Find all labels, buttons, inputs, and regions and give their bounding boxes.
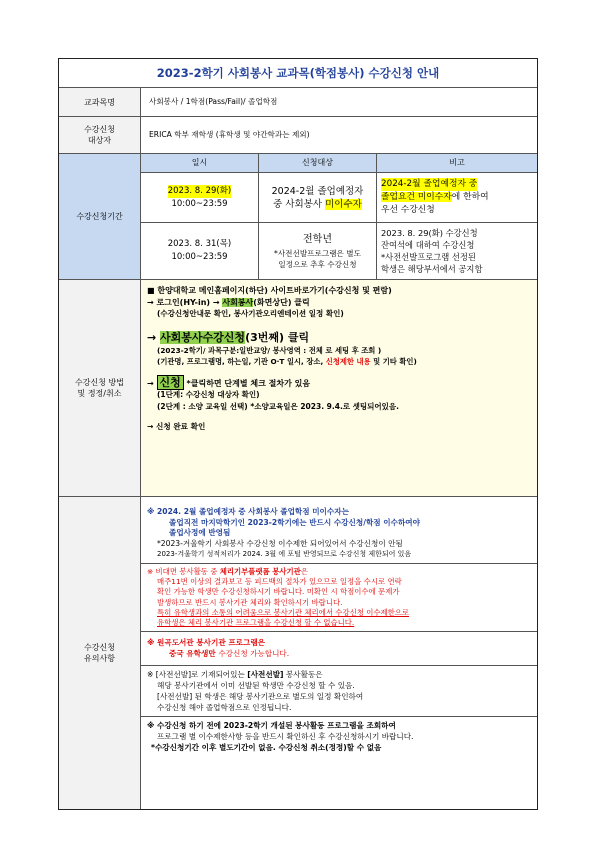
method-line-2: → 로그인(HY-in) → 사회봉사(화면상단) 클릭 [147, 297, 310, 307]
note-section-4: ※ [사전선발]로 기재되어있는 [사전선발] 봉사활동은 해당 봉사기관에서 이미 선발된 학생만 수강신청 할 수 있음. [사전선발] 된 학생은 해당 봉사기관으로 별도의 일정 확인하여 수강신청 해야 졸업학점으로 인정됩니다. [141, 665, 537, 716]
method-line-7: → 신청 *클릭하면 단계별 체크 절차가 있음 [147, 375, 311, 389]
course-value: 사회봉사 / 1학점(Pass/Fail)/ 졸업학점 [149, 96, 278, 106]
method-label: 수강신청 방법 및 정정/취소 [59, 280, 141, 496]
method-line-3: (수강신청안내문 확인, 봉사기관오리엔테이션 일정 확인) [157, 309, 344, 318]
note-section-5: ※ 수강신청 하기 전에 2023-2학기 개설된 봉사활동 프로그램을 조회하여 프로그램 별 이수제한사항 등을 반드시 확인하신 후 수강신청하시기 바랍니다. *수강신청기간 이후 별도기간이 없음. 수강신청 취소(정정)할 수 없음 [141, 716, 537, 756]
page-title: 2023-2학기 사회봉사 교과목(학점봉사) 수강신청 안내 [156, 65, 440, 80]
target-value: ERICA 학부 재학생 (휴학생 및 야간학과는 제외) [149, 129, 310, 139]
method-line-9: (2단계 : 소양 교육일 선택) *소양교육일은 2023. 9.4.로 셋팅되어있음. [157, 401, 399, 411]
method-line-5: (2023-2학기/ 과목구분:일반교양/ 봉사영역 : 전체 로 세팅 후 조회 ) [157, 345, 382, 355]
notice-sheet [58, 58, 538, 810]
note-section-2: ※ 비대면 봉사활동 중 체리기부플랫폼 봉사기관은 매주11번 이상의 결과보고 등 피드백의 절차가 있으므로 일정을 수시로 연락 확인 가능한 학생만 수강신청하시기 바랍니다. 미확인 시 학점이수에 문제가 발생하므로 반드시 봉사기관 체리와 확인하시기 바랍니다. 특히 유학생과의 소통의 어려움으로 봉사기관 체리에서 수강신청 이수제한으로 유학생은 체리 봉사기관 프로그램을 수강신청 할 수 없습니다. [141, 563, 537, 631]
method-line-4: → 사회봉사수강신청(3번째) 클릭 [147, 330, 310, 344]
notes-label: 수강신청 유의사항 [59, 497, 141, 809]
notes-row [59, 496, 537, 809]
header-date: 일시 [141, 154, 259, 173]
header-target: 신청대상 [259, 154, 377, 173]
method-row [59, 279, 537, 496]
row1-target-cell: 2024-2월 졸업예정자 중 사회봉사 미이수자 [259, 173, 377, 223]
title-row [59, 59, 537, 87]
note-section-1: ※ 2024. 2월 졸업예정자 중 사회봉사 졸업학점 미이수자는 졸업직전 마지막학기인 2023-2학기에는 반드시 수강신청/학점 이수하여야 졸업사정에 반영됨 *2023-겨울학기 사회봉사 수강신청 이수제한 되어있어서 수강신청이 안됨 2023-겨울학기 성적처리가 2024. 3월 에 포털 반영되므로 수강신청 제한되어 있음 [147, 507, 420, 559]
method-line-8: (1단계: 수강신청 대상자 확인) [157, 390, 260, 399]
row1-note-cell: 2024-2월 졸업예정자 중 졸업요건 미이수자에 한하여 우선 수강신청 [377, 173, 537, 223]
method-line-10: → 신청 완료 확인 [147, 422, 206, 431]
period-row [59, 153, 537, 279]
notes-content [141, 497, 537, 809]
row2-date-cell: 2023. 8. 31(목) 10:00~23:59 [141, 223, 259, 279]
course-label: 교과목명 [59, 88, 141, 116]
header-note: 비고 [377, 154, 537, 173]
method-line-1: ■ 한양대학교 메인홈페이지(하단) 사이트바로가기(수강신청 및 편람) [147, 286, 392, 295]
note-section-3: ※ 원곡도서관 봉사기관 프로그램은 중국 유학생만 수강신청 가능합니다. [141, 631, 537, 665]
target-label: 수강신청 대상자 [59, 117, 141, 153]
course-row [59, 87, 537, 116]
method-content [141, 280, 537, 496]
target-row [59, 116, 537, 153]
row2-note-cell: 2023. 8. 29(화) 수강신청 잔여석에 대하여 수강신청 *사전선발프로그램 선정된 학생은 해당부서에서 공지함 [381, 228, 483, 274]
row1-date-cell: 2023. 8. 29(화) 10:00~23:59 [141, 173, 259, 223]
method-line-6: (기관명, 프로그램명, 하는일, 기관 O·T 일시, 장소, 신청제한 내용 및 기타 확인) [157, 357, 417, 366]
row2-target-cell: 전학년 *사전선발프로그램은 별도 일정으로 추후 수강신청 [259, 223, 377, 279]
period-table [141, 154, 537, 279]
period-label: 수강신청기간 [59, 154, 141, 279]
